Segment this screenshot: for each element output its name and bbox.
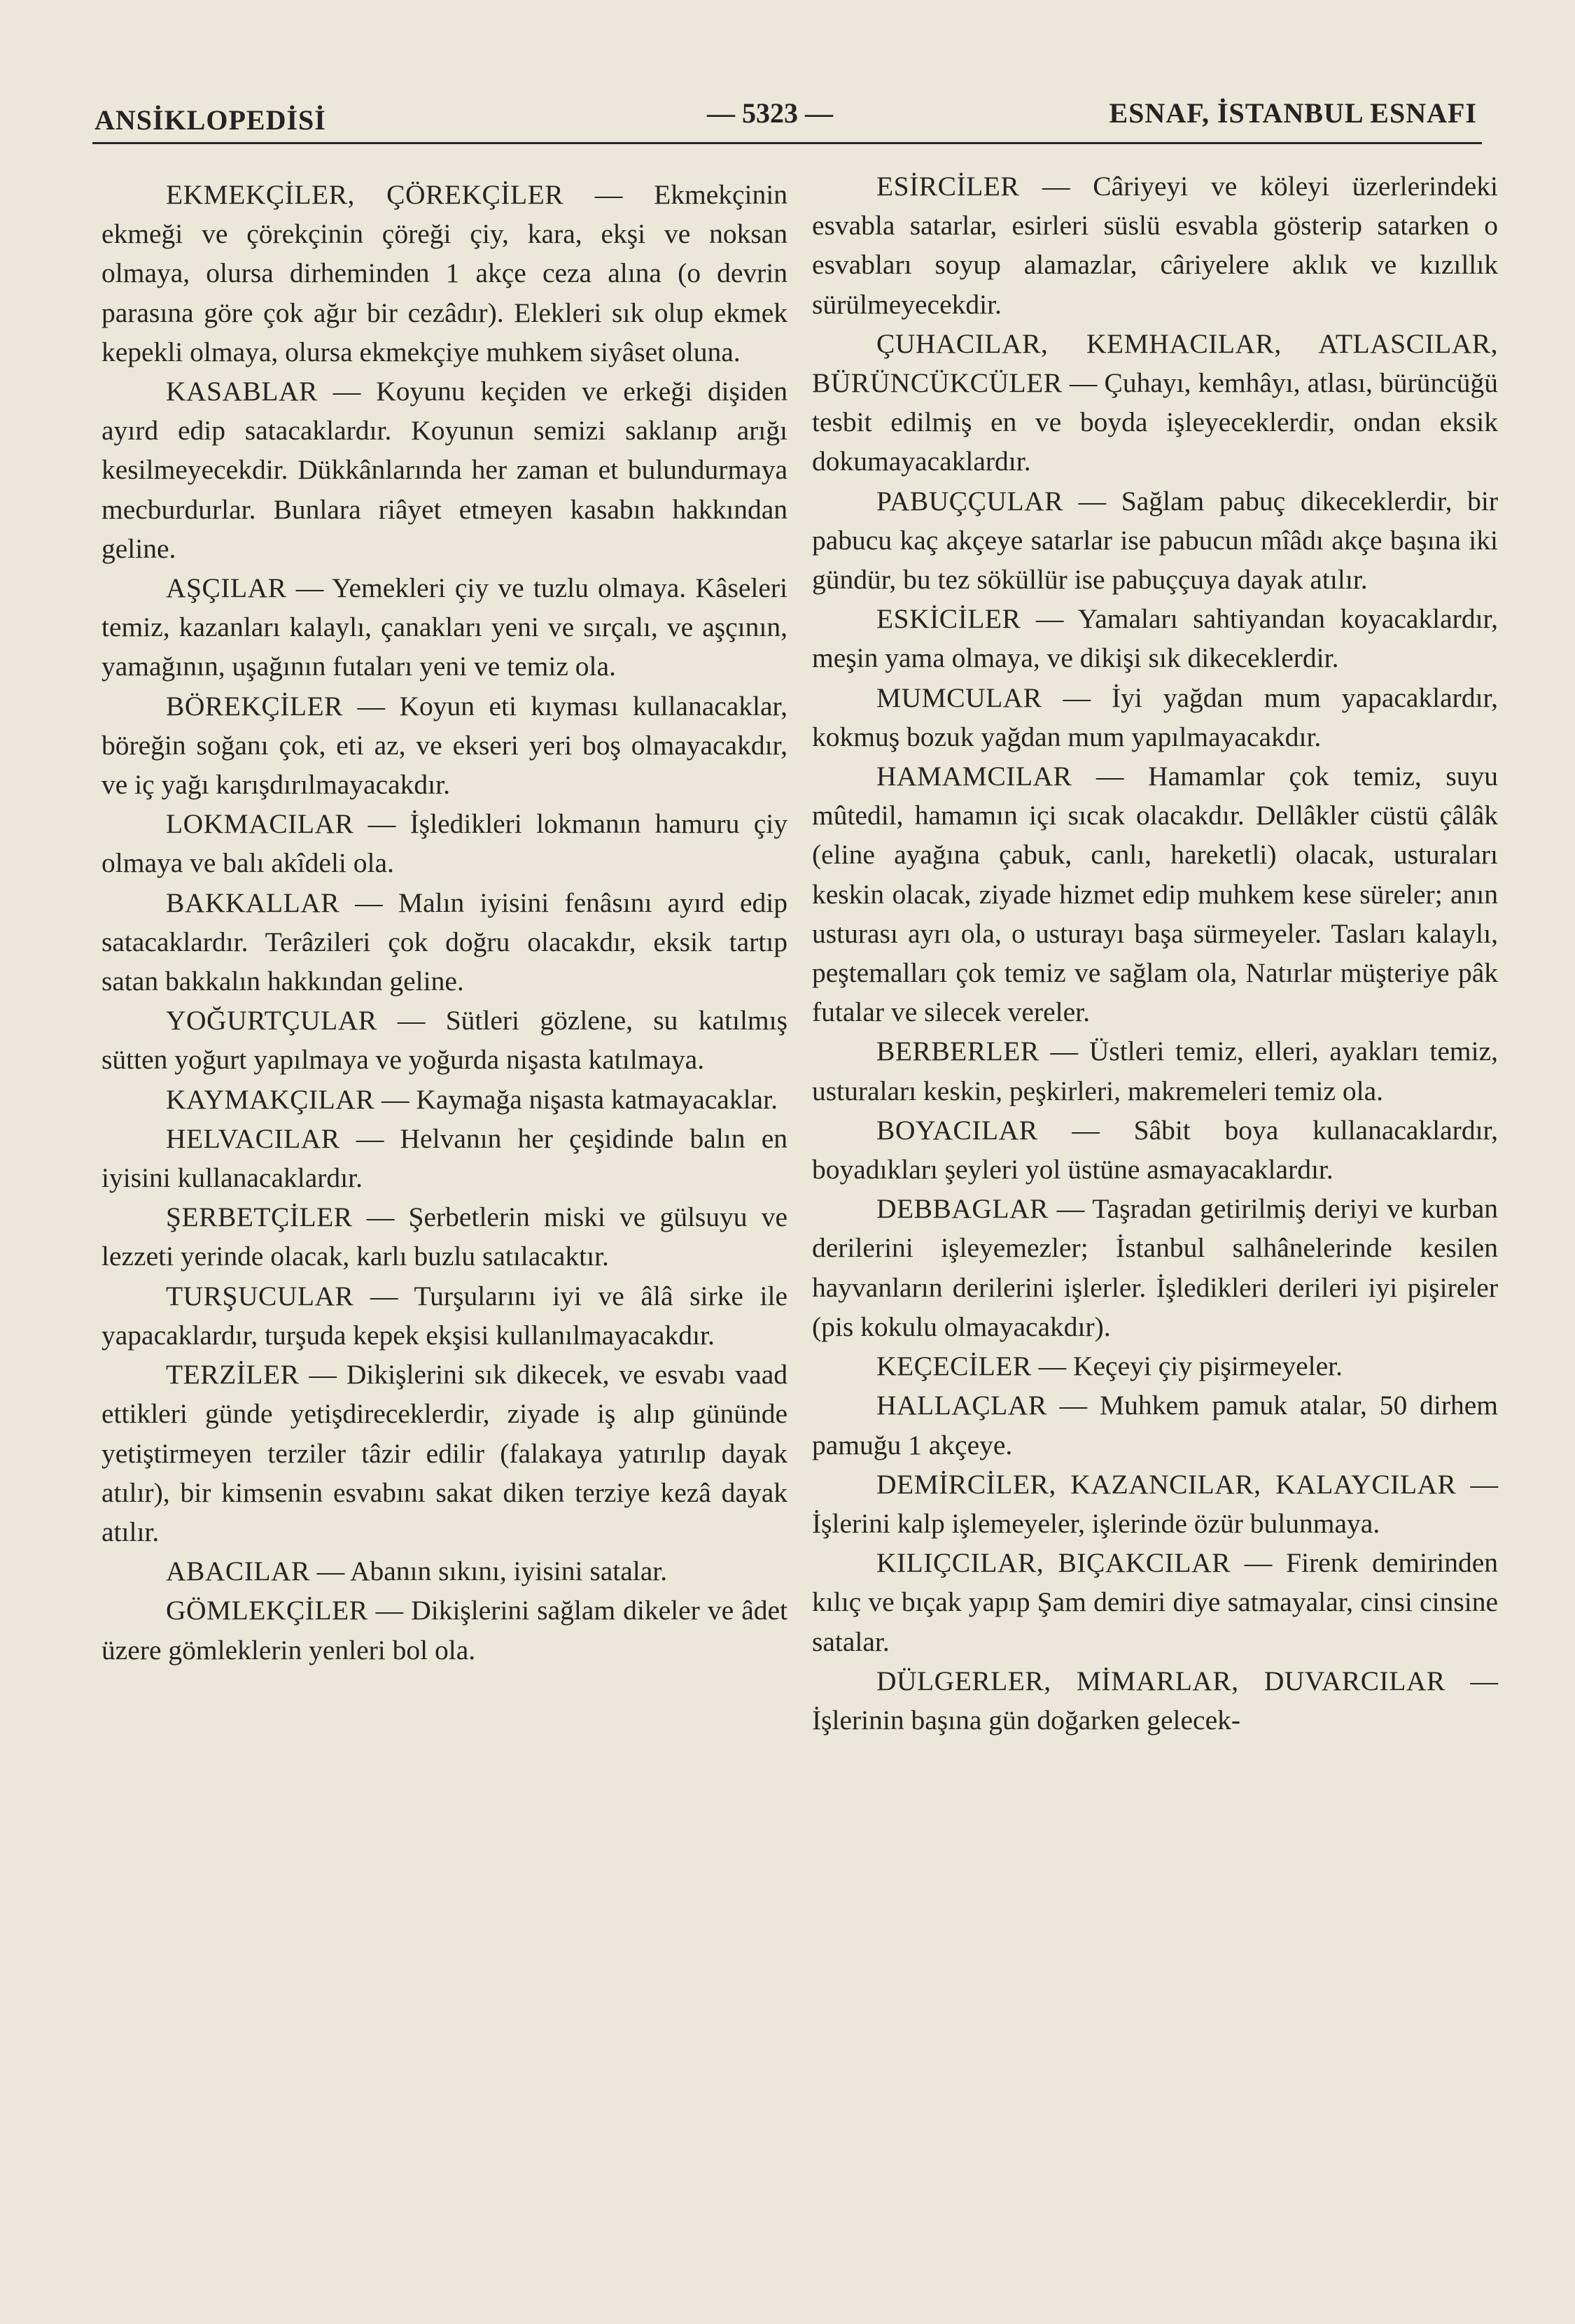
entry-separator: — — [342, 690, 400, 721]
header-left: ANSİKLOPEDİSİ — [94, 104, 326, 136]
entry-paragraph — [812, 481, 1498, 600]
entry-text: Malın iyisini fenâsını ayırd edip satacaklardır. Terâzileri çok doğru olacakdır, eksik tartıp satan bakkalın hakkından geline. — [102, 887, 788, 997]
entry-separator: — — [1042, 682, 1112, 713]
entry-separator: — — [1019, 171, 1093, 202]
entry-term: ÇUHACILAR, KEMHACILAR, ATLASCILAR, BÜRÜNCÜKCÜLER — [812, 328, 1498, 399]
entry-term: BAKKALLAR — [166, 887, 340, 918]
entry-term: BOYACILAR — [876, 1114, 1038, 1146]
entry-paragraph — [812, 1465, 1498, 1543]
entry-paragraph — [102, 1197, 788, 1276]
entry-separator: — — [354, 808, 410, 840]
entry-text: Turşularını iyi ve âlâ sirke ile yapacaklardır, turşuda kepek ekşisi kullanılmayacakdır. — [102, 1280, 788, 1351]
entry-text: Kaymağa nişasta katmayacaklar. — [416, 1083, 778, 1115]
entry-term: YOĞURTÇULAR — [166, 1005, 377, 1036]
entry-text: Üstleri temiz, elleri, ayakları temiz, usturaları keskin, peşkirleri, makremeleri temiz ola. — [812, 1036, 1499, 1106]
entry-paragraph — [102, 1276, 788, 1355]
entry-text: Koyun eti kıyması kullanacaklar, böreğin soğanı çok, eti az, ve ekseri yeri boş olmayacakdır, ve iç yağı karışdırılmayacakdır. — [102, 690, 788, 801]
entry-paragraph — [812, 678, 1498, 756]
entry-text: İşlerini kalp işlemeyeler, işlerinde özür bulunmaya. — [812, 1507, 1380, 1539]
entry-text: Muhkem pamuk atalar, 50 dirhem pamuğu 1 akçeye. — [812, 1390, 1498, 1460]
entry-text: Yamaları sahtiyandan koyacaklardır, meşin yama olmaya, ve dikişi sık dikeceklerdir. — [812, 603, 1498, 674]
entry-separator: — — [340, 1122, 400, 1154]
entry-text: Koyunu keçiden ve erkeği dişiden ayırd edip satacaklardır. Koyunun semizi saklanıp arığı kesilmeyecekdir. Dükkânlarında her zaman et bulundurmaya mecburdurlar. Bunlara riâyet etmeyen kasabın hakkından geline. — [102, 376, 788, 564]
entry-term: BERBERLER — [876, 1036, 1040, 1067]
entry-term: ŞERBETÇİLER — [166, 1202, 353, 1233]
entry-term: MUMCULAR — [876, 682, 1042, 713]
entry-term: DÜLGERLER, MİMARLAR, DUVARCILAR — [876, 1665, 1446, 1696]
entry-text: Sâbit boya kullanacaklardır, boyadıkları şeyleri yol üstüne asmayacaklardır. — [812, 1114, 1498, 1185]
entry-text: Keçeyi çiy pişirmeyeler. — [1072, 1351, 1343, 1382]
header-right: ESNAF, İSTANBUL ESNAFI — [1109, 97, 1477, 129]
entry-separator: — — [352, 1202, 409, 1233]
entry-separator: — — [1062, 367, 1105, 399]
entry-separator: — — [1456, 1468, 1499, 1500]
entry-separator: — — [309, 1556, 350, 1587]
entry-paragraph — [812, 599, 1498, 677]
entry-term: KILIÇCILAR, BIÇAKCILAR — [876, 1547, 1231, 1579]
entry-paragraph — [102, 1591, 788, 1669]
entry-term: GÖMLEKÇİLER — [166, 1595, 368, 1626]
entry-text: Çuhayı, kemhâyı, atlası, bürüncüğü tesbit edilmiş en ve boyda işleyeceklerdir, ondan eksik dokumayacaklardır. — [812, 367, 1498, 477]
entry-separator: — — [1046, 1390, 1100, 1421]
page-number: — 5323 — — [707, 97, 833, 129]
entry-text: İyi yağdan mum yapacaklardır, kokmuş bozuk yağdan mum yapılmayacakdır. — [812, 682, 1498, 752]
entry-text: Abanın sıkını, iyisini satalar. — [349, 1556, 668, 1587]
entry-term: DEMİRCİLER, KAZANCILAR, KALAYCILAR — [876, 1468, 1457, 1500]
entry-term: ESİRCİLER — [876, 171, 1020, 202]
left-column — [102, 175, 788, 1670]
entry-term: ABACILAR — [166, 1556, 310, 1587]
entry-paragraph — [812, 1111, 1498, 1189]
entry-term: LOKMACILAR — [166, 808, 354, 840]
entry-term: BÖREKÇİLER — [166, 690, 343, 721]
entry-term: AŞÇILAR — [166, 572, 287, 604]
entry-paragraph — [102, 883, 788, 1001]
entry-paragraph — [102, 1080, 788, 1119]
entry-term: TERZİLER — [166, 1359, 300, 1390]
entry-paragraph — [812, 1346, 1498, 1386]
entry-separator: — — [1039, 1036, 1089, 1067]
entry-separator: — — [374, 1083, 416, 1115]
entry-term: DEBBAGLAR — [876, 1193, 1049, 1225]
entry-separator: — — [1063, 485, 1121, 516]
entry-paragraph — [102, 372, 788, 568]
entry-paragraph — [102, 686, 788, 805]
entry-term: KASABLAR — [166, 376, 318, 407]
entry-term: PABUÇÇULAR — [876, 485, 1063, 516]
entry-separator: — — [340, 887, 398, 918]
entry-separator: — — [1037, 1114, 1134, 1146]
entry-text: Sütleri gözlene, su katılmış sütten yoğurt yapılmaya ve yoğurda nişasta katılmaya. — [102, 1005, 788, 1076]
entry-text: Firenk demirinden kılıç ve bıçak yapıp Şam demiri diye satmayalar, cinsi cinsine satalar. — [812, 1547, 1498, 1657]
entry-text: Helvanın her çeşidinde balın en iyisini kullanacaklardır. — [102, 1122, 788, 1194]
header-rule — [92, 142, 1482, 144]
entry-separator: — — [317, 376, 377, 407]
entry-separator: — — [354, 1280, 414, 1311]
entry-text: Yemekleri çiy ve tuzlu olmaya. Kâseleri temiz, kazanları kalaylı, çanakları yeni ve sırçalı, ve aşçının, yamağının, uşağının futaları yeni ve temiz ola. — [102, 572, 788, 682]
entry-paragraph — [812, 1386, 1498, 1464]
entry-separator: — — [1445, 1665, 1498, 1696]
entry-term: KEÇECİLER — [876, 1351, 1032, 1382]
entry-term: EKMEKÇİLER, ÇÖREKÇİLER — [166, 179, 564, 210]
entry-text: Ekmekçinin ekmeği ve çörekçinin çöreği çiy, kara, ekşi ve noksan olmaya, olursa dirheminden 1 akçe ceza alına (o devrin parasına göre çok ağır bir cezâdır). Elekleri sık olup ekmek kepekli olmaya, olursa ekmekçiye muhkem siyâset oluna. — [102, 179, 788, 367]
entry-term: HELVACILAR — [166, 1122, 340, 1154]
entry-separator: — — [564, 179, 654, 210]
entry-paragraph — [102, 568, 788, 686]
page-header — [94, 90, 1477, 139]
entry-separator: — — [368, 1595, 412, 1626]
entry-separator: — — [1031, 1351, 1073, 1382]
right-column — [812, 167, 1498, 1740]
entry-separator: — — [299, 1359, 346, 1390]
entry-separator: — — [286, 572, 332, 604]
entry-term: KAYMAKÇILAR — [166, 1083, 375, 1115]
entry-paragraph — [102, 1001, 788, 1079]
entry-separator: — — [1072, 761, 1149, 792]
entry-paragraph — [102, 175, 788, 372]
entry-paragraph — [812, 756, 1498, 1031]
entry-paragraph — [812, 167, 1498, 324]
entry-separator: — — [1230, 1547, 1287, 1579]
entry-paragraph — [102, 1119, 788, 1197]
entry-term: HAMAMCILAR — [876, 761, 1072, 792]
entry-separator: — — [1048, 1193, 1093, 1225]
entry-text: Sağlam pabuç dikeceklerdir, bir pabucu kaç akçeye satarlar ise pabucun mîâdı akçe başına iki gündür, bu tez söküllür ise pabuççuya dayak atılır. — [812, 485, 1498, 596]
entry-paragraph — [812, 1661, 1498, 1740]
entry-text: İşlerinin başına gün doğarken gelecek- — [812, 1704, 1241, 1735]
entry-term: ESKİCİLER — [876, 603, 1021, 635]
entry-term: TURŞUCULAR — [166, 1280, 354, 1311]
entry-text: Hamamlar çok temiz, suyu mûtedil, hamamın içi sıcak olacakdır. Dellâkler cüstü çâlâk (eline ayağına çabuk, canlı, hareketli) olacak, usturaları keskin olacak, ziyade hizmet edip muhkem kese süreler; anın usturası ayrı ola, o usturayı başa sürmeyeler. Tasları kalaylı, peştemalları çok temiz ve sağlam ola, Natırlar müşteriye pâk futalar ve silecek vereler. — [812, 761, 1498, 1028]
entry-paragraph — [102, 804, 788, 882]
entry-paragraph — [102, 1355, 788, 1551]
entry-text: İşledikleri lokmanın hamuru çiy olmaya ve balı akîdeli ola. — [102, 808, 788, 879]
entry-text: Dikişlerini sık dikecek, ve esvabı vaad ettikleri günde yetişdireceklerdir, ziyade iş alıp gününde yetiştirmeyen terziler tâzir edilir (falakaya yatırılıp dayak atılır), bir kimsenin esvabını sakat diken terziye kezâ dayak atılır. — [102, 1359, 788, 1547]
entry-paragraph — [812, 1189, 1498, 1346]
entry-paragraph — [102, 1551, 788, 1591]
entry-text: Câriyeyi ve köleyi üzerlerindeki esvabla satarlar, esirleri süslü esvabla gösterip satarken o esvabları soyup alamazlar, câriyelere aklık ve kızıllık sürülmeyecekdir. — [812, 171, 1498, 320]
entry-paragraph — [812, 324, 1498, 481]
entry-text: Şerbetlerin miski ve gülsuyu ve lezzeti yerinde olacak, karlı buzlu satılacaktır. — [102, 1202, 788, 1272]
entry-term: HALLAÇLAR — [876, 1390, 1047, 1421]
entry-text: Dikişlerini sağlam dikeler ve âdet üzere gömleklerin yenleri bol ola. — [102, 1595, 788, 1665]
entry-separator: — — [377, 1005, 446, 1036]
entry-paragraph — [812, 1031, 1498, 1110]
entry-separator: — — [1021, 603, 1078, 635]
entry-paragraph — [812, 1543, 1498, 1661]
entry-text: Taşradan getirilmiş deriyi ve kurban derilerini işleyemezler; İstanbul salhânelerinde kesilen hayvanların derilerini işlerler. İşledikleri derileri iyi pişireler (pis kokulu olmayacakdır). — [812, 1193, 1498, 1342]
